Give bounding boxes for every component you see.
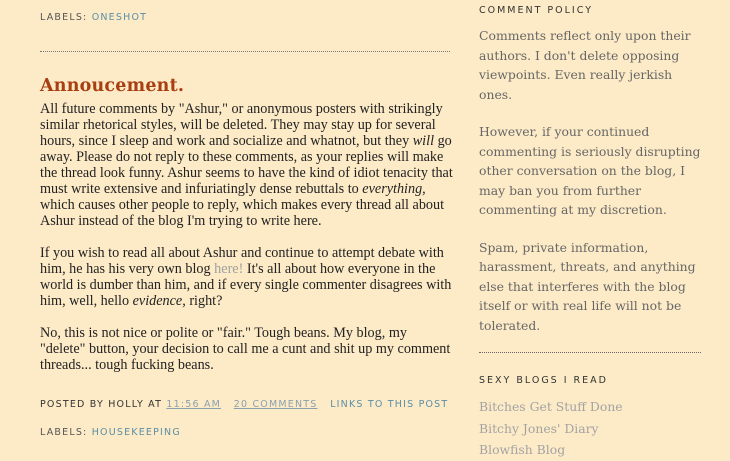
post-paragraph-2: If you wish to read all about Ashur and continue to attempt debate with him, he has his very own blog here! It's all about how everyone in the world is dumber than him, and if every single commenter disagrees with him, well, hello evidence, right? xyxy=(40,245,452,309)
label-link-housekeeping[interactable]: HOUSEKEEPING xyxy=(91,427,181,438)
blogroll-link[interactable]: Bitches Get Stuff Done xyxy=(479,399,623,414)
blogroll-link[interactable]: Bitchy Jones' Diary xyxy=(479,420,599,436)
labels-prefix: LABELS: xyxy=(40,12,88,23)
policy-paragraph-2: However, if your continued commenting is seriously disrupting other conversation on the blog, I may ban you from further commenting at my discretion. xyxy=(479,124,701,217)
post-labels-top xyxy=(40,12,147,23)
ashur-blog-link[interactable]: here! xyxy=(214,261,244,277)
post-body xyxy=(40,101,454,389)
policy-paragraph-1: Comments reflect only upon their authors. I don't delete opposing viewpoints. Even really jerkish ones. xyxy=(479,28,691,102)
comments-link[interactable]: 20 COMMENTS xyxy=(233,399,318,410)
blogroll-list xyxy=(479,396,623,461)
post-divider xyxy=(40,51,450,52)
policy-paragraph-3: Spam, private information, harassment, threats, and anything else that interferes with the blog itself or with real life will not be tolerated. xyxy=(479,239,696,333)
post-paragraph-1: All future comments by "Ashur," or anonymous posters with strikingly similar rhetorical styles, will be deleted. They may stay up for several hours, since I sleep and work and socialize and whatnot, but they will go away. Please do not reply to these comments, as your replies will make the thread look funny. Ashur seems to have the kind of idiot tenacity that must write extensive and infuriatingly dense rebuttals to everything, which causes other people to reply, which makes every thread all about Ashur instead of the blog I'm trying to write here. xyxy=(40,101,453,229)
blogroll-item xyxy=(479,418,623,440)
post-title: Annoucement. xyxy=(40,76,185,96)
posted-by: POSTED BY HOLLY AT xyxy=(40,399,163,410)
blogroll-heading: SEXY BLOGS I READ xyxy=(479,375,608,386)
post-timestamp-link[interactable]: 11:56 AM xyxy=(166,399,222,410)
blogroll-link[interactable]: Blowfish Blog xyxy=(479,442,566,457)
blogroll-item xyxy=(479,396,623,418)
comment-policy-text xyxy=(479,26,704,353)
post-footer xyxy=(40,399,448,410)
links-to-post-link[interactable]: LINKS TO THIS POST xyxy=(330,399,449,410)
blogroll-item xyxy=(479,439,623,461)
label-link-oneshot[interactable]: ONESHOT xyxy=(91,12,148,23)
sidebar-divider xyxy=(479,352,701,353)
labels-prefix: LABELS: xyxy=(40,427,88,438)
post-paragraph-3: No, this is not nice or polite or "fair." Tough beans. My blog, my "delete" button, your decision to call me a cunt and shit up my comment threads... tough fucking beans. xyxy=(40,325,451,373)
post-labels-bottom xyxy=(40,427,181,438)
comment-policy-heading: COMMENT POLICY xyxy=(479,5,594,16)
